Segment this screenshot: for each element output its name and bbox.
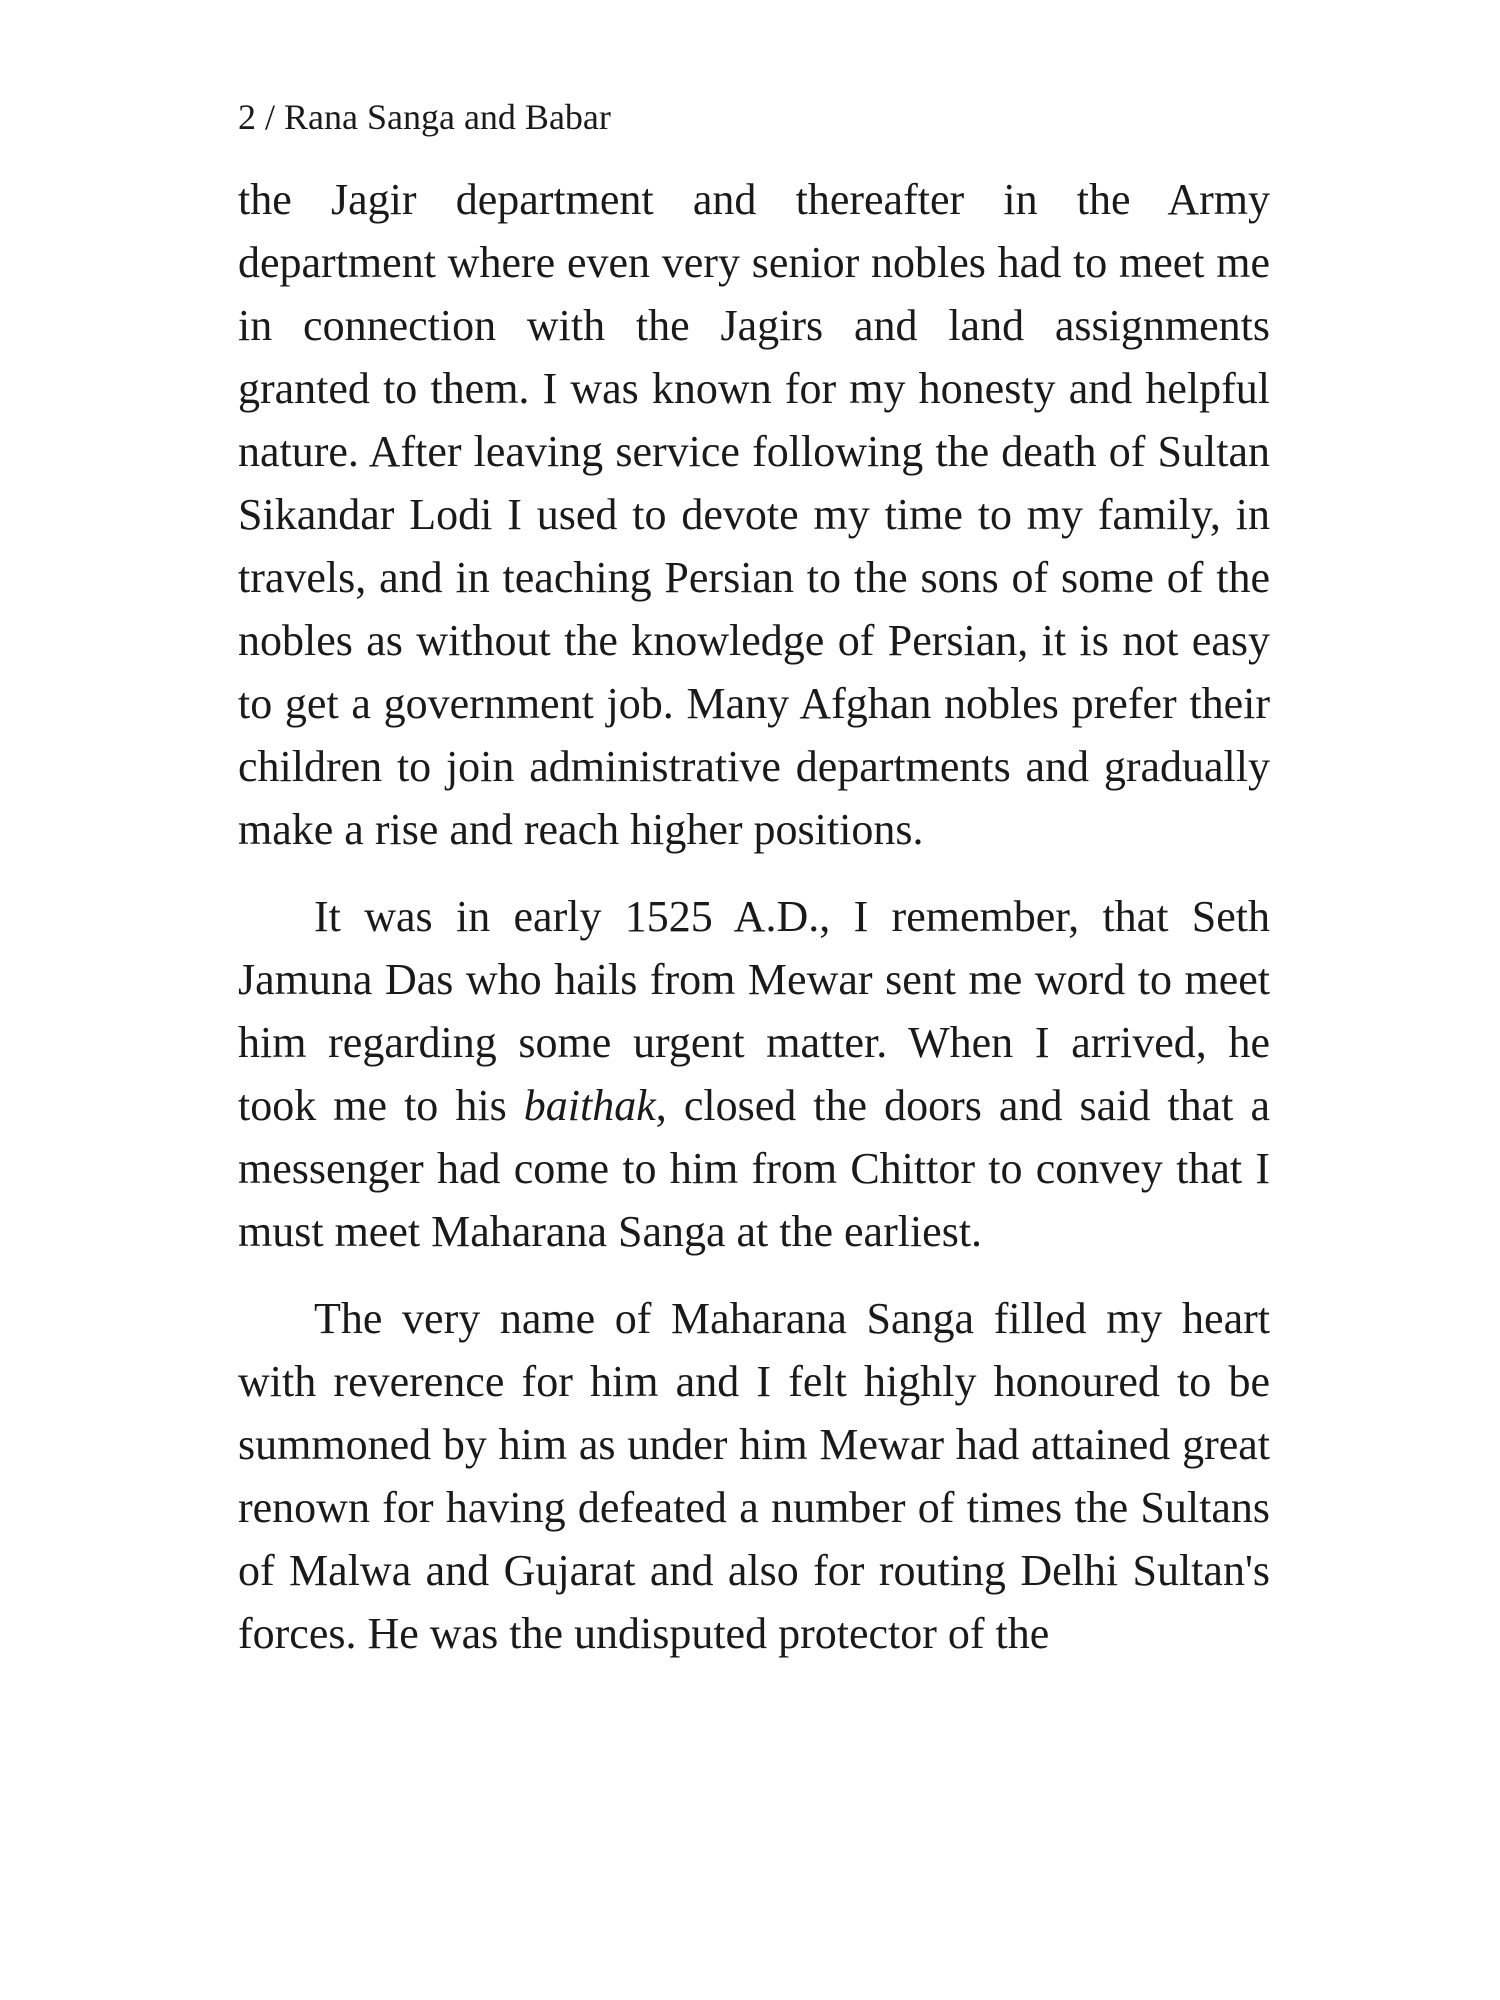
paragraph-2 — [238, 885, 1270, 1263]
paragraph-2-text-after: , closed the doors and said that a messenger had come to him from Chittor to convey that I must meet Maharana Sanga at the earliest. — [238, 1081, 1270, 1256]
body-text — [238, 168, 1270, 1665]
paragraph-2-text-before: It was in early 1525 A.D., I remember, that Seth Jamuna Das who hails from Mewar sent me word to meet him regarding some urgent matter. When I arrived, he took me to his — [238, 892, 1270, 1130]
paragraph-2-italic-term: baithak — [523, 1081, 656, 1130]
paragraph-1: the Jagir department and thereafter in the Army department where even very senior nobles had to meet me in connection with the Jagirs and land assignments granted to them. I was known for my honesty and helpful nature. After leaving service following the death of Sultan Sikandar Lodi I used to devote my time to my family, in travels, and in teaching Persian to the sons of some of the nobles as without the knowledge of Persian, it is not easy to get a government job. Many Afghan nobles prefer their children to join administrative departments and gradually make a rise and reach higher positions. — [238, 175, 1270, 854]
running-head: 2 / Rana Sanga and Babar — [238, 97, 611, 137]
paragraph-3: The very name of Maharana Sanga filled my heart with reverence for him and I felt highly honoured to be summoned by him as under him Mewar had attained great renown for having defeated a number of times the Sultans of Malwa and Gujarat and also for routing Delhi Sultan's forces. He was the undisputed protector of the — [238, 1294, 1270, 1658]
